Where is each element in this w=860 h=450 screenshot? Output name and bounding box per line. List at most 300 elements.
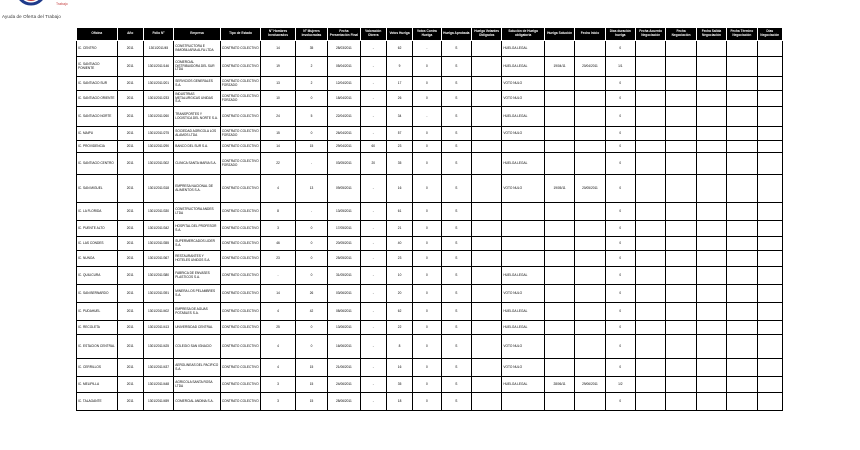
table-cell [471, 57, 501, 77]
table-cell [666, 267, 696, 285]
table-cell: - [360, 393, 386, 411]
table-cell: 1301/2011/201 [143, 77, 173, 91]
table-cell: 0 [413, 303, 441, 321]
table-cell [471, 175, 501, 203]
table-cell: 0 [413, 285, 441, 303]
table-cell [544, 203, 574, 221]
table-cell: 29/06/2011 [575, 377, 605, 393]
table-cell: 0 [605, 237, 635, 251]
table-cell [544, 335, 574, 359]
table-cell: 0 [605, 141, 635, 153]
table-cell: 1301/2011/380 [143, 267, 173, 285]
table-cell: 0 [413, 141, 441, 153]
table-cell [575, 203, 605, 221]
table-cell: 2011 [117, 77, 143, 91]
table-cell [696, 267, 726, 285]
table-cell: CONTRATO COLECTIVO [220, 267, 261, 285]
table-cell: 20/04/2011 [575, 57, 605, 77]
table-cell: S [441, 153, 471, 175]
table-cell: 20 [360, 153, 386, 175]
column-header: Solución de Huelga obligatoria [502, 28, 545, 41]
table-cell: HUELGA LEGAL [502, 107, 545, 127]
table-cell: TRANSPORTES Y LOGISTICA DEL NORTE S.A. [174, 107, 221, 127]
table-cell: 1301/2011/367 [143, 251, 173, 267]
table-cell: 25/05/2011 [328, 251, 360, 267]
table-cell [727, 285, 757, 303]
table-cell [757, 303, 783, 321]
table-cell: 4 [261, 335, 295, 359]
table-cell: 20/05/2011 [328, 237, 360, 251]
table-row [77, 359, 783, 377]
table-cell: IC. PROVIDENCIA [77, 141, 118, 153]
table-cell [727, 153, 757, 175]
table-cell [727, 127, 757, 141]
table-cell: IC. TALAGANTE [77, 393, 118, 411]
table-cell: 13 [261, 77, 295, 91]
table-cell: - [360, 321, 386, 335]
table-row [77, 153, 783, 175]
table-cell: 35 [386, 153, 412, 175]
table-cell [757, 267, 783, 285]
table-cell: HUELGA LEGAL [502, 303, 545, 321]
table-cell: 10 [386, 267, 412, 285]
strikes-table [76, 27, 783, 411]
table-cell [696, 175, 726, 203]
table-cell: IC. CERRILLOS [77, 359, 118, 377]
table-cell [471, 203, 501, 221]
table-cell [757, 251, 783, 267]
table-cell: 28/03/2011 [328, 41, 360, 57]
table-cell: 2011 [117, 321, 143, 335]
table-cell [636, 285, 666, 303]
table-row [77, 303, 783, 321]
table-cell [727, 377, 757, 393]
table-cell: CLINICA SANTA MARIA S.A. [174, 153, 221, 175]
table-cell [636, 393, 666, 411]
table-cell: 0 [413, 57, 441, 77]
table-row [77, 203, 783, 221]
table-cell: 35 [295, 41, 327, 57]
table-cell [757, 221, 783, 237]
table-row [77, 57, 783, 77]
table-cell: 61 [386, 203, 412, 221]
table-cell: 1301/2011/146 [143, 57, 173, 77]
table-cell [696, 77, 726, 91]
table-cell [575, 153, 605, 175]
table-cell: 08/06/2011 [328, 303, 360, 321]
table-cell: 18/04/2011 [328, 91, 360, 107]
table-cell [544, 127, 574, 141]
table-cell: 1/2 [605, 377, 635, 393]
table-cell: 62 [386, 41, 412, 57]
table-row [77, 285, 783, 303]
table-cell: IC. SANTIAGO PONIENTE [77, 57, 118, 77]
table-cell: 2011 [117, 393, 143, 411]
column-header: N° Mujeres Involucradas [295, 28, 327, 41]
table-cell [696, 303, 726, 321]
table-cell: 28/06/2011 [328, 393, 360, 411]
table-cell: 1301/2011/302 [143, 153, 173, 175]
table-cell [666, 303, 696, 321]
table-cell: CONTRATO COLECTIVO [220, 107, 261, 127]
table-cell: SOCIEDAD AGRICOLA LOS ALAMOS LTDA [174, 127, 221, 141]
table-cell: COMERCIAL DISTRIBUIDORA DEL SUR LTDA [174, 57, 221, 77]
table-cell: 2011 [117, 335, 143, 359]
table-cell [636, 107, 666, 127]
table-cell: IC. NUNOA [77, 251, 118, 267]
table-row [77, 91, 783, 107]
table-cell: 1301/2011/355 [143, 237, 173, 251]
table-cell: CONTRATO COLECTIVO [220, 237, 261, 251]
table-cell: VOTO NULO [502, 285, 545, 303]
table-cell [544, 153, 574, 175]
table-cell: 0 [605, 251, 635, 267]
table-cell [757, 203, 783, 221]
table-cell: S [441, 141, 471, 153]
table-cell: 0 [295, 335, 327, 359]
table-cell: IC. SANTIAGO ORIENTE [77, 91, 118, 107]
table-cell: 2011 [117, 57, 143, 77]
table-cell [666, 221, 696, 237]
table-cell [727, 321, 757, 335]
table-cell: - [360, 77, 386, 91]
table-cell: S [441, 221, 471, 237]
table-cell: HUELGA LEGAL [502, 377, 545, 393]
table-cell [544, 303, 574, 321]
table-cell: - [360, 41, 386, 57]
table-cell: 1301/2011/233 [143, 91, 173, 107]
table-cell: 23 [261, 251, 295, 267]
table-cell [544, 393, 574, 411]
table-cell: - [261, 267, 295, 285]
table-cell [696, 393, 726, 411]
table-cell [666, 321, 696, 335]
table-cell [696, 237, 726, 251]
table-cell [471, 153, 501, 175]
table-cell: 2011 [117, 251, 143, 267]
table-row [77, 41, 783, 57]
institution-logo [14, 0, 48, 10]
table-row [77, 107, 783, 127]
table-cell: INDUSTRIAS METALURGICAS UNIDAS S.A. [174, 91, 221, 107]
table-cell [727, 141, 757, 153]
table-cell: 31/05/2011 [328, 267, 360, 285]
table-cell [666, 285, 696, 303]
table-cell: 1301/2011/275 [143, 127, 173, 141]
table-cell [502, 141, 545, 153]
table-cell [696, 107, 726, 127]
table-cell [727, 57, 757, 77]
table-cell [727, 303, 757, 321]
table-cell [544, 321, 574, 335]
table-cell [636, 77, 666, 91]
table-cell [575, 359, 605, 377]
table-cell [544, 267, 574, 285]
table-cell: 1301/2011/448 [143, 377, 173, 393]
table-cell: 0 [413, 153, 441, 175]
table-cell: 1301/2011/425 [143, 335, 173, 359]
table-cell: IC. CENTRO [77, 41, 118, 57]
table-cell: 34 [386, 107, 412, 127]
table-cell: AGRICOLA SANTA ROSA LTDA [174, 377, 221, 393]
table-cell: 2011 [117, 107, 143, 127]
table-cell: 0 [413, 237, 441, 251]
table-cell: S [441, 267, 471, 285]
table-cell: 15 [295, 359, 327, 377]
page-tagline: Ayuda de Oferta del Trabajo [2, 14, 61, 19]
table-cell: HUELGA LEGAL [502, 153, 545, 175]
table-cell: VOTO NULO [502, 335, 545, 359]
table-cell: CONTRATO COLECTIVO [220, 175, 261, 203]
table-cell: CONTRATO COLECTIVO [220, 41, 261, 57]
table-cell [575, 303, 605, 321]
table-cell: IC. SAN BERNARDO [77, 285, 118, 303]
table-cell: S [441, 359, 471, 377]
column-header: Fecha Término Negociación [727, 28, 757, 41]
table-cell [544, 77, 574, 91]
logo-text: Trabajo [56, 2, 68, 6]
table-cell: 2011 [117, 203, 143, 221]
table-cell: S [441, 107, 471, 127]
table-cell [727, 175, 757, 203]
table-cell [757, 91, 783, 107]
table-cell [544, 107, 574, 127]
table-cell: IC. PUDAHUEL [77, 303, 118, 321]
table-cell: 0 [413, 335, 441, 359]
table-cell [666, 141, 696, 153]
table-cell [636, 221, 666, 237]
table-cell: - [360, 237, 386, 251]
table-cell: - [295, 153, 327, 175]
table-cell: 0 [605, 285, 635, 303]
column-header: N° Hombres Involucrados [261, 28, 295, 41]
table-cell [636, 175, 666, 203]
table-cell: 0 [413, 221, 441, 237]
table-cell: 0 [295, 321, 327, 335]
table-cell [757, 127, 783, 141]
column-header: Empresa [174, 28, 221, 41]
table-cell [471, 41, 501, 57]
table-cell: IC. LA FLORIDA [77, 203, 118, 221]
table-cell [696, 41, 726, 57]
table-cell [696, 91, 726, 107]
table-cell: 0 [605, 267, 635, 285]
table-cell [727, 251, 757, 267]
table-row [77, 335, 783, 359]
table-cell [727, 107, 757, 127]
table-cell [636, 359, 666, 377]
table-cell [471, 359, 501, 377]
table-cell [544, 91, 574, 107]
table-cell [696, 221, 726, 237]
table-cell: 2 [295, 57, 327, 77]
table-cell: 1301/2011/391 [143, 285, 173, 303]
table-cell [575, 285, 605, 303]
table-cell: 0 [413, 251, 441, 267]
table-cell: 5 [295, 107, 327, 127]
table-cell [696, 359, 726, 377]
table-cell: CONTRATO COLECTIVO [220, 141, 261, 153]
table-cell: EMPRESA DE AGUAS POTABLES S.A. [174, 303, 221, 321]
table-cell: CONTRATO COLECTIVO [220, 377, 261, 393]
table-cell [696, 321, 726, 335]
table-cell: S [441, 57, 471, 77]
table-cell: 8 [386, 335, 412, 359]
table-cell [757, 57, 783, 77]
table-cell: CONTRATO COLECTIVO [220, 251, 261, 267]
table-cell: 14 [261, 141, 295, 153]
table-cell: IC. RECOLETA [77, 321, 118, 335]
table-cell: 0 [413, 127, 441, 141]
table-cell [471, 77, 501, 91]
table-cell: 1/1 [605, 57, 635, 77]
table-cell [757, 321, 783, 335]
table-cell [727, 267, 757, 285]
table-cell: 4 [261, 303, 295, 321]
table-cell: S [441, 175, 471, 203]
column-header: Votos Contra Huelga [413, 28, 441, 41]
table-cell: 1301/2011/437 [143, 359, 173, 377]
table-cell: AEROLINEAS DEL PACIFICO S.A. [174, 359, 221, 377]
table-cell: 0 [413, 91, 441, 107]
table-cell: EMPRESA NACIONAL DE ALIMENTOS S.A. [174, 175, 221, 203]
table-cell: S [441, 321, 471, 335]
table-cell [757, 237, 783, 251]
table-cell: 14 [261, 285, 295, 303]
table-cell [471, 91, 501, 107]
table-cell [727, 91, 757, 107]
table-row [77, 141, 783, 153]
table-cell: HUELGA LEGAL [502, 267, 545, 285]
table-cell [636, 153, 666, 175]
table-cell [696, 153, 726, 175]
table-cell: 0 [605, 303, 635, 321]
table-cell: HUELGA LEGAL [502, 57, 545, 77]
table-header-row [77, 28, 783, 41]
table-cell: COLEGIO SAN IGNACIO [174, 335, 221, 359]
table-cell [666, 41, 696, 57]
table-cell: HUELGA LEGAL [502, 41, 545, 57]
table-cell: VOTO NULO [502, 77, 545, 91]
table-cell: CONTRATO COLECTIVO [220, 303, 261, 321]
table-cell: MINERA LOS PELAMBRES S.A. [174, 285, 221, 303]
column-header: Valoración Obrera [360, 28, 386, 41]
table-cell: 1301/2011/318 [143, 175, 173, 203]
table-cell [636, 335, 666, 359]
table-cell: 15 [261, 127, 295, 141]
table-cell: - [360, 267, 386, 285]
table-cell [666, 175, 696, 203]
table-cell: 12/04/2011 [328, 77, 360, 91]
table-cell: S [441, 335, 471, 359]
table-cell: 1301/2011/342 [143, 221, 173, 237]
table-cell: 13 [295, 175, 327, 203]
table-cell: 0 [605, 153, 635, 175]
table-cell: S [441, 127, 471, 141]
column-header: Fecha Negociación [666, 28, 696, 41]
table-cell [666, 359, 696, 377]
column-header: Fecha Salida Negociación [696, 28, 726, 41]
table-cell [575, 321, 605, 335]
table-cell: S [441, 303, 471, 321]
table-cell: 0 [295, 221, 327, 237]
table-cell [666, 335, 696, 359]
column-header: Fecha Acuerdo Negociación [636, 28, 666, 41]
table-cell [575, 221, 605, 237]
table-cell [471, 221, 501, 237]
table-cell: 0 [295, 267, 327, 285]
table-cell [544, 251, 574, 267]
table-cell: IC. QUILICURA [77, 267, 118, 285]
table-row [77, 175, 783, 203]
column-header: Votos Huelga [386, 28, 412, 41]
table-cell: 0 [413, 77, 441, 91]
table-cell [471, 141, 501, 153]
table-cell [575, 141, 605, 153]
table-cell: S [441, 91, 471, 107]
table-cell: S [441, 393, 471, 411]
table-cell [666, 127, 696, 141]
table-cell [636, 303, 666, 321]
table-cell: 2011 [117, 141, 143, 153]
table-cell: IC. LAS CONDES [77, 237, 118, 251]
table-cell: 19/04/11 [544, 57, 574, 77]
table-cell: 2011 [117, 303, 143, 321]
table-cell: 17 [386, 77, 412, 91]
table-cell [636, 41, 666, 57]
table-cell: 2011 [117, 285, 143, 303]
table-cell: IC. SANTIAGO SUR [77, 77, 118, 91]
column-header: Fecha Inicio [575, 28, 605, 41]
table-cell [727, 237, 757, 251]
table-cell: IC. SANTIAGO CENTRO [77, 153, 118, 175]
table-cell: 20 [386, 285, 412, 303]
table-cell: 0 [605, 175, 635, 203]
table-cell: 19 [261, 57, 295, 77]
table-cell: IC. SANTIAGO NORTE [77, 107, 118, 127]
table-cell [471, 303, 501, 321]
table-cell: SUPERMERCADOS LIDER S.A. [174, 237, 221, 251]
table-cell: 2011 [117, 91, 143, 107]
column-header: Folio N° [143, 28, 173, 41]
table-cell [727, 77, 757, 91]
table-cell: HOSPITAL DEL PROFESOR S.A. [174, 221, 221, 237]
table-cell [666, 237, 696, 251]
table-cell: - [360, 285, 386, 303]
table-cell [575, 91, 605, 107]
table-cell: 29/04/2011 [328, 141, 360, 153]
table-cell: CONSTRUCTORA ANDES LTDA [174, 203, 221, 221]
column-header: Huelga Solución [544, 28, 574, 41]
table-row [77, 393, 783, 411]
table-cell [502, 251, 545, 267]
table-cell: - [413, 41, 441, 57]
table-cell: 40 [386, 237, 412, 251]
table-cell: 3 [261, 377, 295, 393]
table-cell: 0 [605, 203, 635, 221]
column-header: Tipo de Estado [220, 28, 261, 41]
table-cell [471, 267, 501, 285]
table-cell: S [441, 203, 471, 221]
table-cell: 0 [413, 359, 441, 377]
table-cell: CONSTRUCTORA E INMOBILIARIA ALFA LTDA [174, 41, 221, 57]
table-cell [727, 359, 757, 377]
table-cell [636, 91, 666, 107]
table-cell: 46 [261, 237, 295, 251]
table-cell: CONTRATO COLECTIVO FORZADO [220, 153, 261, 175]
table-cell: - [360, 221, 386, 237]
table-cell [666, 203, 696, 221]
